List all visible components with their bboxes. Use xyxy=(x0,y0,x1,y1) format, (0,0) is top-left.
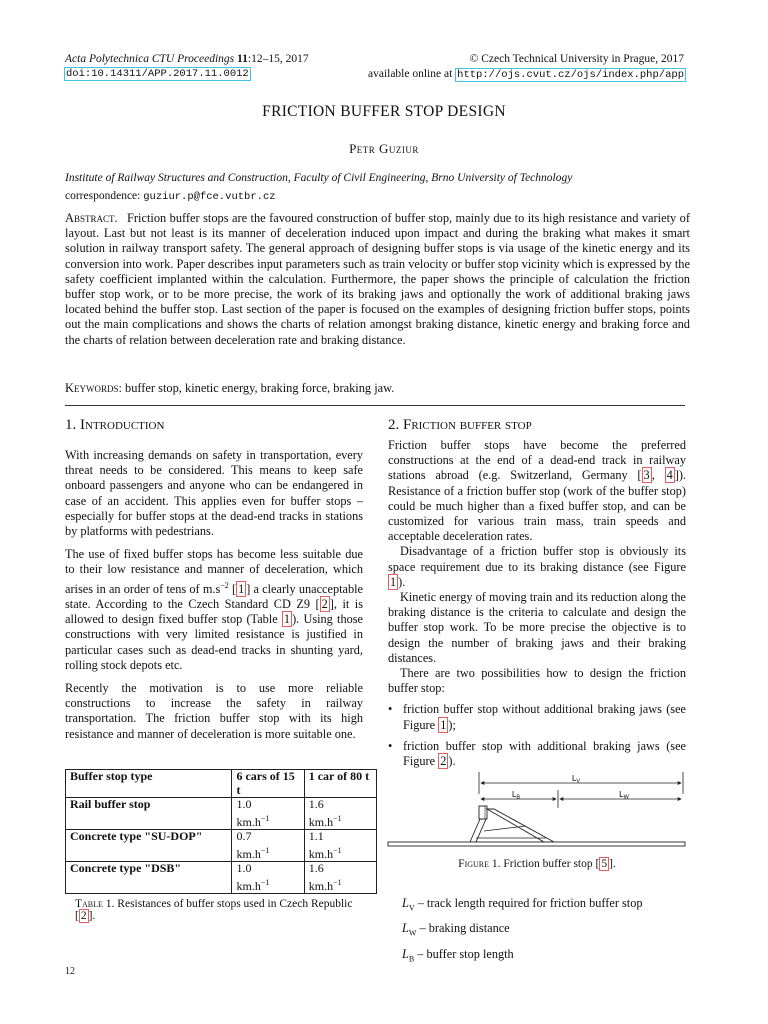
journal-pages: :12–15, 2017 xyxy=(247,53,309,65)
table-header-row xyxy=(66,770,377,798)
text-span: , it is allowed to design fixed buffer stop (Table xyxy=(65,596,363,627)
superscript: −2 xyxy=(220,580,229,590)
text-span: ). Resistance of a friction buffer stop (work of the buffer stop) could be much higher than a fixed buffer stop, and can be customized for various train mass, train speeds and acceptable deceleration rates. xyxy=(388,468,686,544)
abstract xyxy=(65,211,690,348)
available-prefix: available online at xyxy=(367,68,453,80)
figure-1-caption: Figure 1. Friction buffer stop [ 5 ]. xyxy=(458,858,616,870)
abstract-label: Abstract. xyxy=(65,211,118,225)
header-text: 6 cars of 15 t xyxy=(236,769,295,797)
figure-legend xyxy=(402,893,692,969)
cell-unit: km.h xyxy=(236,846,261,861)
superscript: −1 xyxy=(333,877,342,887)
section-1-heading: 1. Introduction xyxy=(65,417,165,433)
superscript: −1 xyxy=(260,845,270,855)
availability xyxy=(368,67,686,82)
table-cell xyxy=(66,830,232,862)
legend-symbol: L xyxy=(402,896,409,910)
page-number: 12 xyxy=(65,966,75,977)
legend-text: – buffer stop length xyxy=(417,946,514,961)
caption-text: Friction buffer stop xyxy=(503,858,593,870)
cell-value: 1.6 xyxy=(308,797,324,811)
cell-unit: km.h xyxy=(236,814,261,829)
section-1-body xyxy=(65,448,363,742)
superscript: −1 xyxy=(333,845,342,855)
superscript: −1 xyxy=(260,877,270,887)
left-column xyxy=(65,417,363,742)
citation-link[interactable]: 2 xyxy=(321,596,328,611)
text-span: ); xyxy=(448,717,456,732)
bullet-item xyxy=(388,702,686,732)
text-span: ). xyxy=(398,574,406,589)
text-span: ). Using those constructions with very limited resistance is justified in particular cases such as dead-end tracks in shunting yard, rolling stock depots etc. xyxy=(65,612,363,672)
label-lv: LV xyxy=(571,774,581,785)
table-row xyxy=(66,798,377,830)
table-cell xyxy=(232,830,304,862)
header-text: Buffer stop type xyxy=(70,769,153,783)
table-row xyxy=(66,862,377,894)
text-span: friction buffer stop with additional braking jaws (see Figure xyxy=(403,738,686,769)
text-span: friction buffer stop without additional braking jaws (see Figure xyxy=(403,702,686,732)
section-2-paragraph-2 xyxy=(388,544,686,590)
text-span: Friction buffer stops have become the preferred constructions at the end of a dead-end track in railway stations abroad (e.g. Switzerland, Germany xyxy=(388,438,686,483)
abstract-text: Friction buffer stops are the favoured construction of buffer stop, mainly due to its high resistance and variety of layout. Last but not least is its manner of deceleration induced upon impact and during the braking what makes it smart solution in railway transport safety. The general approach of designing buffer stops is via usage of the kinetic energy and its conversion into work. Paper describes input parameters such as train velocity or buffer stop vicinity which is expressed by the safety coefficient implanted within the calculation. Furthermore, the paper shows the principle of calculation the friction buffer stop work, or to be more precise, the work of its braking jaws and optionally the work of additional braking jaws located behind the buffer stop. Last section of the paper is focused on the examples of designing friction buffer stops, points out the main complications and shows the charts of relation amongst braking distance, kinetic energy and braking force and the charts of relation between deceleration rate and braking distance. xyxy=(65,211,690,347)
row-label: Concrete type "SU-DOP" xyxy=(70,829,203,843)
buffer-brace xyxy=(484,826,526,831)
table-cell xyxy=(66,862,232,894)
legend-subscript: W xyxy=(408,928,417,938)
table-link[interactable]: 1 xyxy=(283,612,291,627)
correspondence-email[interactable]: guziur.p@fce.vutbr.cz xyxy=(143,191,276,203)
table-header-cell xyxy=(232,770,304,798)
cell-value: 0.7 xyxy=(236,829,252,843)
table-cell xyxy=(304,862,376,894)
label-lw: LW xyxy=(619,790,629,801)
bullet-item xyxy=(388,739,686,769)
caption-label: Table 1. xyxy=(75,898,115,910)
section-2-heading: 2. Friction buffer stop xyxy=(388,417,532,433)
superscript: −1 xyxy=(333,813,342,823)
citation-link[interactable]: 3 xyxy=(643,468,650,483)
row-label: Concrete type "DSB" xyxy=(70,861,182,875)
copyright: © Czech Technical University in Prague, 2017 xyxy=(469,53,684,65)
legend-item xyxy=(402,918,692,943)
section-divider xyxy=(65,405,685,406)
cell-value: 1.1 xyxy=(308,829,324,843)
table-header-cell xyxy=(304,770,376,798)
rail xyxy=(388,842,685,846)
right-column xyxy=(388,417,686,769)
section-1-paragraph-3: Recently the motivation is to use more reliable constructions to increase the safety in railway transportation. The friction buffer stop with its high resistance and manner of deceleration is more suitable one. xyxy=(65,680,363,741)
row-label: Rail buffer stop xyxy=(70,797,151,811)
legend-text: – track length required for friction buffer stop xyxy=(417,896,643,910)
table-1 xyxy=(65,769,377,894)
figure-link[interactable]: 1 xyxy=(440,717,447,732)
keywords-label: Keywords: xyxy=(65,381,122,395)
table-header-cell xyxy=(66,770,232,798)
header-text: 1 car of 80 t xyxy=(308,769,370,783)
paper-title: FRICTION BUFFER STOP DESIGN xyxy=(262,103,506,120)
citation-link[interactable]: 4 xyxy=(666,468,673,483)
affiliation: Institute of Railway Structures and Construction, Faculty of Civil Engineering, Brno University of Technology xyxy=(65,172,573,184)
legend-item xyxy=(402,944,692,969)
cell-unit: km.h xyxy=(308,878,334,893)
citation-link[interactable]: 1 xyxy=(238,581,245,596)
cell-value: 1.6 xyxy=(308,861,324,875)
caption-label: Figure 1. xyxy=(458,858,501,870)
section-1-paragraph-2: The use of fixed buffer stops has become less suitable due to their low resistance and manner of deceleration, which arises in an order of tens of $m.s^{-2}$ [ 1 ] a clearly unacceptable state. According to the Czech Standard CD Z9 [ 2 ], it is allowed to design fixed buffer stop (Table 1 ). Using those constructions with very limited resistance is justified in particular cases such as dead-end tracks in shunting yard, rolling stock depots etc. xyxy=(65,547,363,672)
legend-subscript: B xyxy=(408,954,415,964)
author-name: Petr Guziur xyxy=(349,141,419,156)
keywords-text: buffer stop, kinetic energy, braking force, braking jaw. xyxy=(125,381,395,395)
table-cell xyxy=(304,830,376,862)
section-2-paragraph-1: Friction buffer stops have become the preferred constructions at the end of a dead-end track in railway stations abroad (e.g. Switzerland, Germany [ 3 , 4 ]). Resistance of a friction buffer stop (work of the buffer stop) could be much higher than a fixed buffer stop, and can be customized for various train mass, train speeds and acceptable deceleration rates. xyxy=(388,438,686,544)
table-1-caption: Table 1. Resistances of buffer stops used in Czech Republic [ 2 ]. xyxy=(75,898,353,922)
figure-link[interactable]: 2 xyxy=(440,754,447,769)
citation-link[interactable]: 2 xyxy=(80,910,87,922)
superscript: −1 xyxy=(260,813,270,823)
section-2-body xyxy=(388,438,686,769)
table-cell xyxy=(304,798,376,830)
journal-volume: 11 xyxy=(237,53,248,65)
journal-name: Acta Polytechnica CTU Proceedings xyxy=(65,53,235,65)
cell-value: 1.0 xyxy=(236,861,252,875)
text-span: ). xyxy=(448,754,456,769)
section-1-paragraph-1: With increasing demands on safety in transportation, every threat needs to be considered. This means to keep safe onboard passengers and anyone who can be endangered in case of an accident. This applies even for buffer stops – especially for buffer stops at the dead-end tracks in stations by platforms with pedestrians. xyxy=(65,448,363,539)
correspondence xyxy=(65,190,276,203)
section-2-paragraph-4: There are two possibilities how to design the friction buffer stop: xyxy=(388,666,686,696)
table-row xyxy=(66,830,377,862)
legend-subscript: V xyxy=(408,903,415,913)
keywords xyxy=(65,381,394,396)
cell-value: 1.0 xyxy=(236,797,252,811)
correspondence-label: correspondence: xyxy=(65,190,141,202)
legend-symbol: L xyxy=(402,921,409,936)
figure-1-diagram xyxy=(386,768,688,852)
journal-url-link[interactable]: http://ojs.cvut.cz/ojs/index.php/app xyxy=(457,69,684,81)
buffer-leg xyxy=(470,819,486,842)
journal-header xyxy=(65,52,309,66)
cell-unit: km.h xyxy=(308,846,334,861)
table-cell xyxy=(66,798,232,830)
text-span: The use of fixed buffer stops has become less suitable due to their low resistance and manner of deceleration, which arises in an order of tens of m.s xyxy=(65,547,363,596)
cell-unit: km.h xyxy=(236,878,261,893)
table-cell xyxy=(232,798,304,830)
text-span: a clearly unacceptable state. According to the Czech Standard CD Z9 xyxy=(65,581,363,611)
figure-link[interactable]: 1 xyxy=(390,574,397,589)
cell-unit: km.h xyxy=(308,814,334,829)
legend-text: – braking distance xyxy=(419,921,510,936)
legend-item xyxy=(402,893,692,918)
buffer-head xyxy=(479,806,487,819)
doi-link[interactable]: doi:10.14311/APP.2017.11.0012 xyxy=(66,68,249,80)
table-cell xyxy=(232,862,304,894)
doi-link-wrap xyxy=(64,67,251,81)
citation-link[interactable]: 5 xyxy=(601,858,608,870)
text-span: Disadvantage of a friction buffer stop is obviously its space requirement due to its braking distance (see Figure xyxy=(388,544,686,574)
buffer-strut xyxy=(487,809,554,842)
caption-text: Resistances of buffer stops used in Czech Republic xyxy=(117,898,353,910)
label-lb: LB xyxy=(511,790,521,801)
section-2-paragraph-3: Kinetic energy of moving train and its reduction along the braking distance is the criteria to calculate and design the buffer stop work. To be more precise the objective is to design the number of braking jaws and their braking distances. xyxy=(388,590,686,665)
legend-symbol: L xyxy=(402,946,409,961)
